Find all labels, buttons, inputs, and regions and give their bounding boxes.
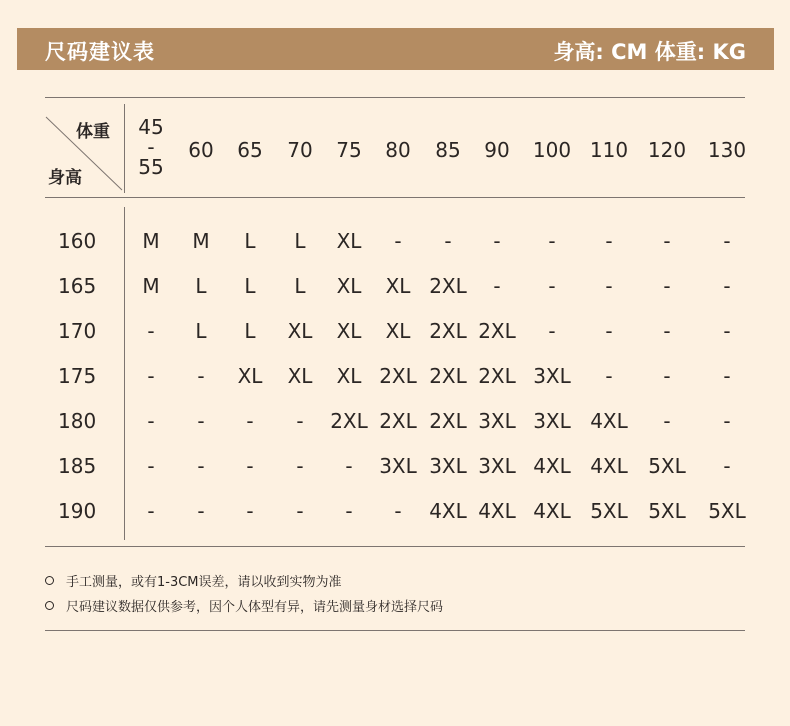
size-cell: -	[147, 454, 155, 478]
size-cell: -	[493, 229, 501, 253]
circle-bullet-icon	[45, 601, 54, 610]
size-cell: -	[548, 274, 556, 298]
size-cell: -	[493, 274, 501, 298]
size-cell: -	[605, 274, 613, 298]
size-cell: -	[605, 229, 613, 253]
corner-height-label: 身高	[48, 168, 82, 188]
size-cell: -	[663, 319, 671, 343]
size-cell: L	[294, 274, 306, 298]
size-cell: -	[296, 454, 304, 478]
size-cell: -	[723, 319, 731, 343]
size-cell: L	[294, 229, 306, 253]
size-cell: XL	[287, 319, 313, 343]
size-cell: L	[244, 229, 256, 253]
size-cell: -	[147, 319, 155, 343]
size-cell: 5XL	[648, 499, 686, 523]
size-cell: 2XL	[429, 409, 467, 433]
weight-header: 120	[647, 138, 687, 162]
size-cell: -	[197, 499, 205, 523]
size-cell: XL	[336, 229, 362, 253]
note-1	[45, 571, 342, 590]
size-cell: XL	[336, 274, 362, 298]
weight-header: 60	[188, 138, 214, 162]
height-label: 190	[58, 499, 97, 523]
size-cell: M	[192, 229, 210, 253]
size-cell: -	[723, 229, 731, 253]
size-cell: 5XL	[590, 499, 628, 523]
weight-header: 100	[532, 138, 572, 162]
size-cell: L	[195, 274, 207, 298]
corner-weight-label: 体重	[76, 122, 110, 142]
size-cell: XL	[385, 319, 411, 343]
size-cell: 5XL	[648, 454, 686, 478]
size-cell: 2XL	[429, 364, 467, 388]
size-cell: XL	[336, 364, 362, 388]
size-cell: -	[663, 274, 671, 298]
size-cell: -	[296, 499, 304, 523]
size-cell: XL	[287, 364, 313, 388]
size-cell: L	[244, 319, 256, 343]
size-cell: M	[142, 274, 160, 298]
note-text: 手工测量，或有1-3CM误差，请以收到实物为准	[66, 575, 342, 590]
size-cell: 4XL	[533, 454, 571, 478]
size-cell: -	[246, 454, 254, 478]
size-cell: 3XL	[533, 409, 571, 433]
size-cell: M	[142, 229, 160, 253]
size-cell: XL	[336, 319, 362, 343]
weight-header: 90	[484, 138, 510, 162]
size-cell: -	[548, 319, 556, 343]
size-cell: -	[296, 409, 304, 433]
size-cell: -	[723, 454, 731, 478]
size-cell: 2XL	[379, 409, 417, 433]
weight-header-dash: -	[147, 135, 155, 159]
size-cell: -	[605, 364, 613, 388]
weight-header-45-55	[138, 117, 163, 177]
size-cell: XL	[385, 274, 411, 298]
size-cell: -	[394, 229, 402, 253]
note-text: 尺码建议数据仅供参考，因个人体型有异，请先测量身材选择尺码	[66, 600, 444, 615]
height-label: 170	[58, 319, 97, 343]
units-label: 身高: CM 体重: KG	[553, 40, 746, 64]
size-cell: -	[197, 454, 205, 478]
size-cell: -	[605, 319, 613, 343]
size-cell: -	[345, 454, 353, 478]
size-cell: -	[147, 409, 155, 433]
size-cell: 4XL	[590, 409, 628, 433]
size-cell: 3XL	[478, 454, 516, 478]
size-cell: 2XL	[478, 364, 516, 388]
size-cell: 3XL	[533, 364, 571, 388]
weight-header: 110	[589, 138, 629, 162]
chart-title: 尺码建议表	[45, 40, 155, 64]
size-cell: 3XL	[478, 409, 516, 433]
size-cell: 4XL	[590, 454, 628, 478]
size-cell: 2XL	[429, 274, 467, 298]
size-cell: -	[723, 274, 731, 298]
size-cell: -	[663, 364, 671, 388]
size-cell: -	[147, 499, 155, 523]
height-label: 180	[58, 409, 97, 433]
weight-header: 75	[336, 138, 362, 162]
size-cell: -	[197, 364, 205, 388]
weight-header: 130	[707, 138, 747, 162]
height-label: 185	[58, 454, 97, 478]
note-2	[45, 596, 443, 615]
weight-header: 70	[287, 138, 313, 162]
size-cell: 3XL	[429, 454, 467, 478]
size-cell: L	[195, 319, 207, 343]
height-label: 165	[58, 274, 97, 298]
size-cell: 5XL	[708, 499, 746, 523]
circle-bullet-icon	[45, 576, 54, 585]
size-cell: 4XL	[533, 499, 571, 523]
weight-header-top: 45	[138, 115, 164, 139]
size-cell: 2XL	[330, 409, 368, 433]
size-cell: -	[723, 409, 731, 433]
size-cell: -	[663, 409, 671, 433]
weight-header: 85	[435, 138, 461, 162]
size-cell: -	[663, 229, 671, 253]
size-cell: -	[345, 499, 353, 523]
size-cell: -	[246, 499, 254, 523]
size-cell: L	[244, 274, 256, 298]
weight-header-bottom: 55	[138, 155, 164, 179]
size-cell: -	[723, 364, 731, 388]
size-cell: 2XL	[379, 364, 417, 388]
size-cell: -	[246, 409, 254, 433]
size-cell: -	[147, 364, 155, 388]
size-cell: -	[444, 229, 452, 253]
size-cell: XL	[237, 364, 263, 388]
height-label: 160	[58, 229, 97, 253]
size-cell: -	[394, 499, 402, 523]
weight-header: 80	[385, 138, 411, 162]
size-cell: 4XL	[478, 499, 516, 523]
size-cell: 3XL	[379, 454, 417, 478]
size-cell: 2XL	[429, 319, 467, 343]
size-cell: -	[197, 409, 205, 433]
height-label: 175	[58, 364, 97, 388]
size-cell: 2XL	[478, 319, 516, 343]
size-cell: 4XL	[429, 499, 467, 523]
weight-header: 65	[237, 138, 263, 162]
size-cell: -	[548, 229, 556, 253]
